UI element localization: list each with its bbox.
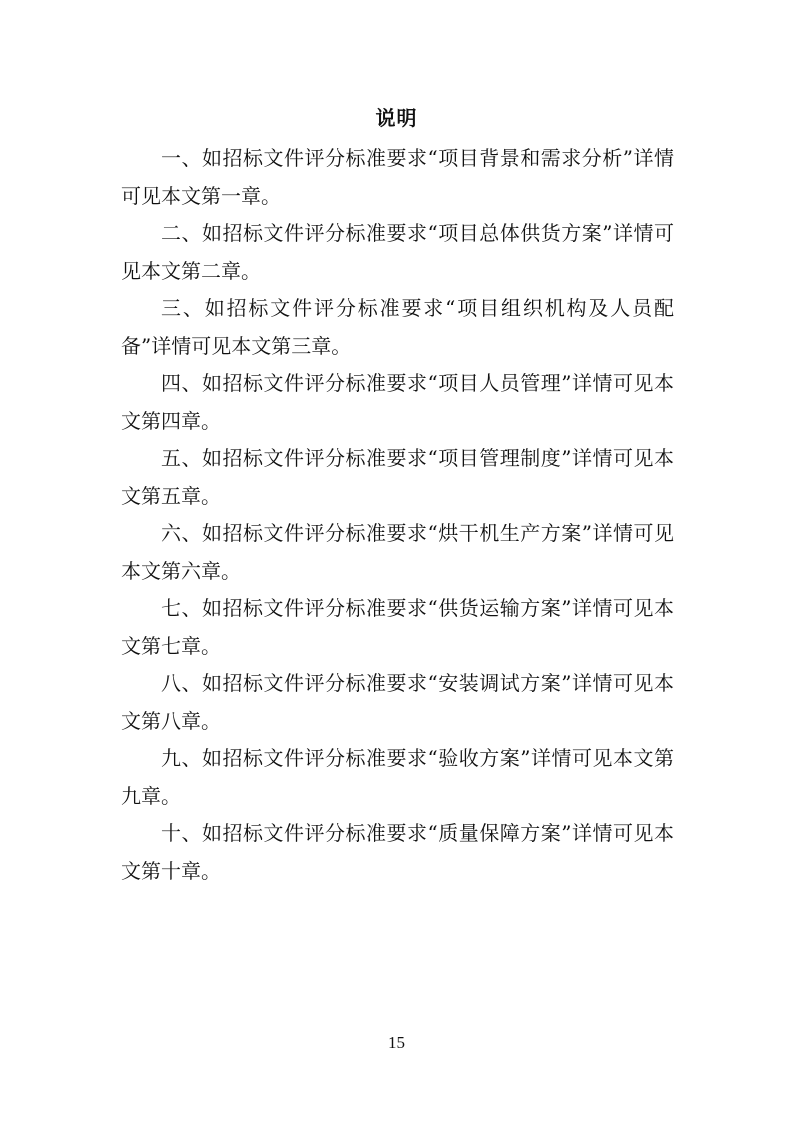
paragraph-9: 九、如招标文件评分标准要求“验收方案”详情可见本文第九章。	[121, 746, 674, 808]
paragraph-2: 二、如招标文件评分标准要求“项目总体供货方案”详情可见本文第二章。	[121, 221, 674, 283]
paragraph-1: 一、如招标文件评分标准要求“项目背景和需求分析”详情可见本文第一章。	[121, 146, 674, 208]
explanation-list	[121, 140, 674, 890]
page-number: 15	[388, 1033, 405, 1052]
paragraph-5: 五、如招标文件评分标准要求“项目管理制度”详情可见本文第五章。	[121, 446, 674, 508]
paragraph-10: 十、如招标文件评分标准要求“质量保障方案”详情可见本文第十章。	[121, 821, 674, 883]
paragraph-7: 七、如招标文件评分标准要求“供货运输方案”详情可见本文第七章。	[121, 596, 674, 658]
paragraph-6: 六、如招标文件评分标准要求“烘干机生产方案”详情可见本文第六章。	[121, 521, 674, 583]
page-title: 说明	[375, 106, 418, 130]
paragraph-4: 四、如招标文件评分标准要求“项目人员管理”详情可见本文第四章。	[121, 371, 674, 433]
paragraph-8: 八、如招标文件评分标准要求“安装调试方案”详情可见本文第八章。	[121, 671, 674, 733]
paragraph-3: 三、如招标文件评分标准要求“项目组织机构及人员配备”详情可见本文第三章。	[121, 296, 674, 358]
